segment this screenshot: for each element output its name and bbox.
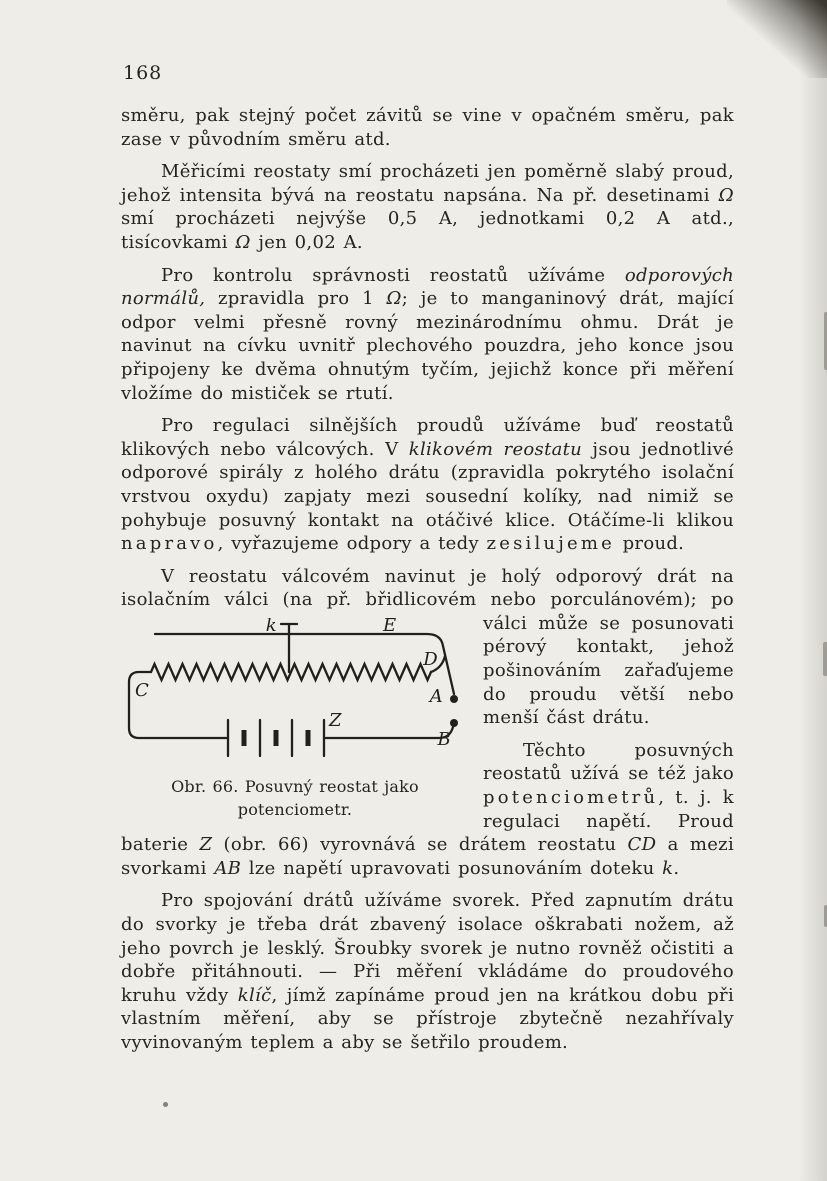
body-text: V reostatu válcovém navinut je holý odporový drát na isolačním válci (na př. břidlicovém nebo porculánovém); po [121, 565, 734, 611]
spaced-emphasis: potenciometrů [483, 787, 659, 809]
paragraph-terminals [121, 889, 734, 1054]
paper-speck [163, 1102, 168, 1107]
spaced-emphasis: napravo [121, 533, 218, 555]
label-z: Z [329, 709, 342, 731]
body-text: (obr. 66) vyrovnává se drátem reostatu [212, 834, 628, 856]
body-text: smí procházeti nejvýše 0,5 A, jednotkami 0,2 A atd., tisícovkami [121, 208, 734, 253]
emphasized-term: klíč [237, 984, 272, 1006]
omega-symbol: Ω [718, 184, 734, 206]
resistor-winding [151, 664, 431, 680]
body-text: válci může se posunovati pérový kontakt, jehož pošinováním zařaďujeme do proudu větší nebo menší část drátu. [483, 612, 734, 729]
body-text: jen 0,02 A. [250, 231, 363, 253]
page-corner-shadow [727, 0, 827, 78]
figure-66-sliding-rheostat [121, 618, 469, 822]
emphasized-term: klikovém reostatu [408, 438, 583, 460]
paragraph-resistance-standards [121, 264, 734, 406]
top-wire [155, 634, 454, 694]
body-text: , vyřazujeme odpory a tedy [217, 533, 487, 555]
battery-short-plates [244, 730, 308, 746]
terminal-a-dot [450, 695, 458, 703]
page-number: 168 [123, 62, 163, 84]
symbol-ab: AB [214, 857, 242, 879]
label-b: B [437, 728, 451, 750]
omega-symbol: Ω [386, 288, 402, 310]
body-text: Těchto posuvných reostatů užívá se též jako [483, 739, 734, 785]
body-text: . [673, 857, 680, 879]
body-text: zpravidla pro 1 [205, 288, 387, 310]
body-text: a mezi svorkami [121, 834, 735, 879]
body-text: ; je to manganinový drát, mající odpor velmi přesně rovný mezinárodnímu ohmu. Drát je navinut na cívku uvnitř plechového pouzdra, jeho konce jsou připojeny ke dvěma ohnutým tyčím, jejichž konce při měření vložíme do mističek se rtutí. [121, 288, 734, 404]
label-d: D [423, 648, 438, 670]
body-text: Pro spojování drátů užíváme svorek. Před zapnutím drátu do svorky je třeba drát zbavený isolace oškrabati nožem, až jeho povrch je lesklý. Šroubky svorek je nutno rovněž očistiti a dobře přitáhnouti. — Při měření vkládáme do proudového kruhu vždy [121, 890, 734, 1006]
paragraph-crank-rheostat [121, 414, 734, 556]
symbol-k: k [662, 857, 674, 879]
spaced-emphasis: zesilujeme [486, 533, 615, 555]
body-text: , t. j. k regulaci napětí. Proud baterie [121, 787, 734, 856]
paragraph-measuring-rheostats [121, 160, 734, 254]
omega-symbol: Ω [235, 231, 251, 253]
circuit-diagram [121, 618, 466, 768]
body-text: Měřicími reostaty smí procházeti jen poměrně slabý proud, jehož intensita bývá na reostatu napsána. Na př. desetinami [121, 161, 734, 206]
label-a: A [429, 685, 443, 707]
body-text: Pro regulaci silnějších proudů užíváme buď reostatů klikových nebo válcových. V [121, 415, 734, 460]
label-e: E [383, 617, 397, 636]
body-text: , jímž zapínáme proud jen na krátkou dobu při vlastním měření, aby se přístroje zbytečně nezahřívaly vyvinovaným teplem a aby se šetřilo proudem. [121, 984, 734, 1053]
bottom-wire [324, 727, 453, 738]
body-text: proud. [614, 533, 685, 555]
emphasized-term: odporových normálů, [121, 264, 734, 310]
body-text: jsou jednotlivé odporové spirály z holého drátu (zpravidla pokrytého isolační vrstvou oxydu) zapjaty mezi sousední kolíky, nad nimiž se pohybuje posuvný kontakt na otáčivé klice. Otáčíme-li klikou [121, 438, 734, 531]
label-c: C [135, 679, 150, 701]
terminal-b-dot [450, 719, 458, 727]
page-edge-shade [799, 0, 827, 1181]
body-text: lze napětí upravovati posunováním doteku [241, 857, 663, 879]
paragraph-continuation [121, 104, 734, 151]
page-edge-mark [823, 642, 827, 676]
symbol-cd: CD [627, 834, 657, 856]
body-text: směru, pak stejný počet závitů se vine v opačném směru, pak zase v původním směru atd. [121, 105, 734, 150]
label-k: k [265, 617, 277, 636]
figure-caption: Obr. 66. Posuvný reostat jako potenciometr. [171, 776, 419, 820]
body-text: Pro kontrolu správnosti reostatů užíváme [161, 264, 625, 286]
page-content [121, 62, 734, 1064]
symbol-z: Z [199, 834, 213, 856]
